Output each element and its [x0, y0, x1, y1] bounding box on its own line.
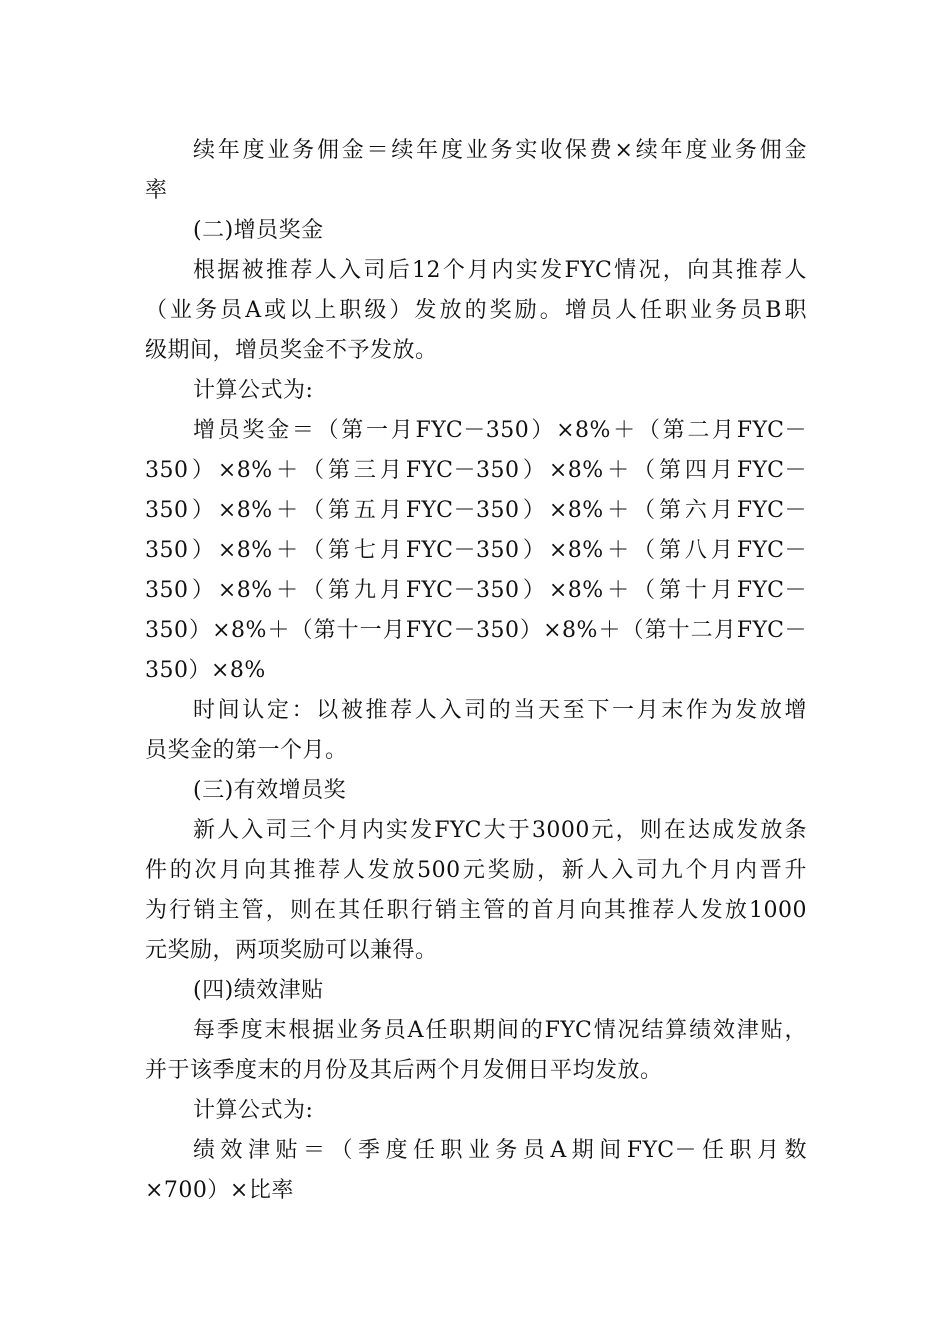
performance-allowance-desc-line-2: 并于该季度末的月份及其后两个月发佣日平均发放。 [145, 1058, 663, 1083]
recruitment-formula-line-7: 350）×8% [145, 658, 266, 683]
section-heading-effective-recruitment: (三)有效增员奖 [193, 778, 347, 803]
recruitment-formula-line-6: 350）×8%＋（第十一月FYC－350）×8%＋（第十二月FYC－ [145, 618, 807, 643]
document-page [145, 131, 807, 1211]
recruitment-bonus-desc-line-3: 级期间，增员奖金不予发放。 [145, 338, 438, 363]
effective-recruitment-desc-line-4: 元奖励，两项奖励可以兼得。 [145, 938, 438, 963]
performance-formula-line-2: ×700）×比率 [145, 1178, 294, 1203]
recruitment-bonus-desc-line-2: （业务员A或以上职级）发放的奖励。增员人任职业务员B职 [145, 298, 807, 323]
recruitment-formula-line-2: 350）×8%＋（第三月FYC－350）×8%＋（第四月FYC－ [145, 458, 807, 483]
recruitment-bonus-desc-line-1: 根据被推荐人入司后12个月内实发FYC情况，向其推荐人 [193, 258, 807, 283]
time-definition-line-2: 员奖金的第一个月。 [145, 738, 348, 763]
renewal-commission-formula-line-2: 率 [145, 178, 168, 203]
formula-label-2: 计算公式为: [193, 1098, 314, 1123]
recruitment-formula-line-3: 350）×8%＋（第五月FYC－350）×8%＋（第六月FYC－ [145, 498, 807, 523]
performance-formula-line-1: 绩效津贴＝（季度任职业务员A期间FYC－任职月数 [193, 1138, 807, 1163]
recruitment-formula-line-5: 350）×8%＋（第九月FYC－350）×8%＋（第十月FYC－ [145, 578, 807, 603]
effective-recruitment-desc-line-3: 为行销主管，则在其任职行销主管的首月向其推荐人发放1000 [145, 898, 807, 923]
section-heading-performance-allowance: (四)绩效津贴 [193, 978, 324, 1003]
section-heading-recruitment-bonus: (二)增员奖金 [193, 218, 324, 243]
recruitment-formula-line-1: 增员奖金＝（第一月FYC－350）×8%＋（第二月FYC－ [193, 418, 807, 443]
effective-recruitment-desc-line-1: 新人入司三个月内实发FYC大于3000元，则在达成发放条 [193, 818, 807, 843]
recruitment-formula-line-4: 350）×8%＋（第七月FYC－350）×8%＋（第八月FYC－ [145, 538, 807, 563]
time-definition-line-1: 时间认定：以被推荐人入司的当天至下一月末作为发放增 [193, 698, 807, 723]
performance-allowance-desc-line-1: 每季度末根据业务员A任职期间的FYC情况结算绩效津贴， [193, 1018, 807, 1043]
renewal-commission-formula-line-1: 续年度业务佣金＝续年度业务实收保费×续年度业务佣金 [193, 138, 807, 163]
effective-recruitment-desc-line-2: 件的次月向其推荐人发放500元奖励，新人入司九个月内晋升 [145, 858, 807, 883]
formula-label-1: 计算公式为: [193, 378, 314, 403]
